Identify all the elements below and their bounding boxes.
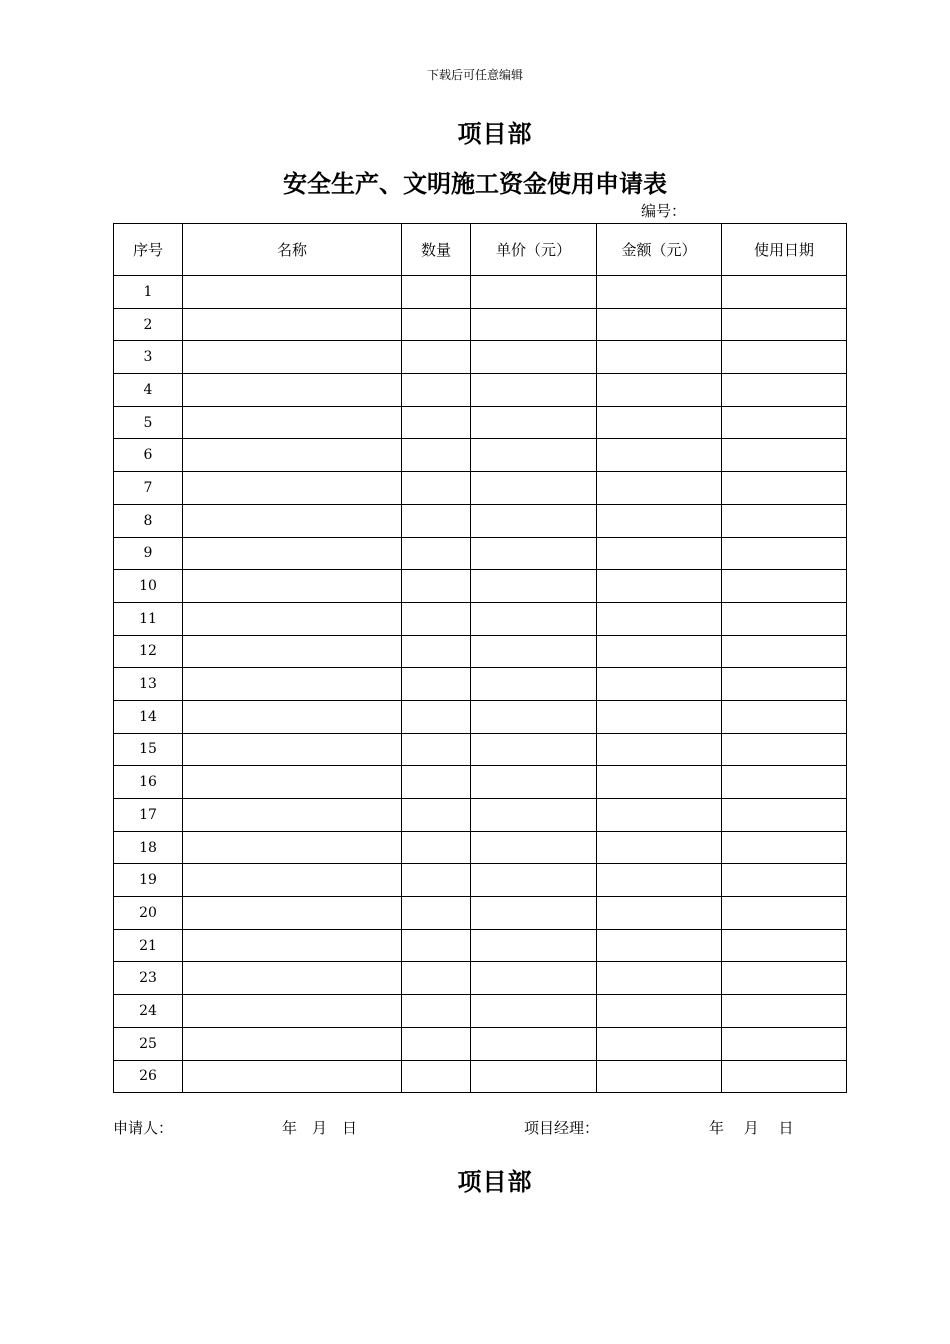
row-index-cell: 20 xyxy=(114,897,183,930)
col-header-name: 名称 xyxy=(183,224,402,276)
amount-cell[interactable] xyxy=(597,308,722,341)
quantity-cell[interactable] xyxy=(402,831,471,864)
table-row xyxy=(114,406,847,439)
table-row xyxy=(114,308,847,341)
use-date-cell[interactable] xyxy=(722,602,847,635)
row-index-cell: 11 xyxy=(114,602,183,635)
quantity-cell[interactable] xyxy=(402,439,471,472)
unit-price-cell[interactable] xyxy=(471,537,597,570)
use-date-cell[interactable] xyxy=(722,439,847,472)
unit-price-cell[interactable] xyxy=(471,472,597,505)
table-row xyxy=(114,276,847,309)
use-date-cell[interactable] xyxy=(722,276,847,309)
use-date-cell[interactable] xyxy=(722,766,847,799)
quantity-cell[interactable] xyxy=(402,504,471,537)
col-header-use-date: 使用日期 xyxy=(722,224,847,276)
name-cell[interactable] xyxy=(183,308,402,341)
table-row xyxy=(114,831,847,864)
name-cell[interactable] xyxy=(183,504,402,537)
amount-cell[interactable] xyxy=(597,962,722,995)
unit-price-cell[interactable] xyxy=(471,308,597,341)
serial-number-label: 编号： xyxy=(641,202,687,220)
row-index-cell: 26 xyxy=(114,1060,183,1093)
table-row xyxy=(114,602,847,635)
col-header-index: 序号 xyxy=(114,224,183,276)
row-index-cell: 17 xyxy=(114,799,183,832)
manager-label: 项目经理： xyxy=(524,1119,600,1137)
amount-cell[interactable] xyxy=(597,864,722,897)
table-row xyxy=(114,897,847,930)
unit-price-cell[interactable] xyxy=(471,864,597,897)
quantity-cell[interactable] xyxy=(402,929,471,962)
use-date-cell[interactable] xyxy=(722,831,847,864)
row-index-cell: 2 xyxy=(114,308,183,341)
dept-title-bottom: 项目部 xyxy=(457,1167,533,1196)
unit-price-cell[interactable] xyxy=(471,995,597,1028)
unit-price-cell[interactable] xyxy=(471,668,597,701)
amount-cell[interactable] xyxy=(597,733,722,766)
use-date-cell[interactable] xyxy=(722,1060,847,1093)
unit-price-cell[interactable] xyxy=(471,602,597,635)
manager-date: 年 月 日 xyxy=(709,1119,794,1137)
quantity-cell[interactable] xyxy=(402,635,471,668)
use-date-cell[interactable] xyxy=(722,341,847,374)
name-cell[interactable] xyxy=(183,962,402,995)
name-cell[interactable] xyxy=(183,537,402,570)
quantity-cell[interactable] xyxy=(402,1060,471,1093)
amount-cell[interactable] xyxy=(597,341,722,374)
quantity-cell[interactable] xyxy=(402,897,471,930)
unit-price-cell[interactable] xyxy=(471,831,597,864)
table-row xyxy=(114,341,847,374)
use-date-cell[interactable] xyxy=(722,406,847,439)
unit-price-cell[interactable] xyxy=(471,733,597,766)
amount-cell[interactable] xyxy=(597,897,722,930)
name-cell[interactable] xyxy=(183,602,402,635)
use-date-cell[interactable] xyxy=(722,537,847,570)
amount-cell[interactable] xyxy=(597,668,722,701)
use-date-cell[interactable] xyxy=(722,308,847,341)
unit-price-cell[interactable] xyxy=(471,406,597,439)
amount-cell[interactable] xyxy=(597,570,722,603)
quantity-cell[interactable] xyxy=(402,602,471,635)
unit-price-cell[interactable] xyxy=(471,1027,597,1060)
table-row xyxy=(114,700,847,733)
name-cell[interactable] xyxy=(183,929,402,962)
col-header-quantity: 数量 xyxy=(402,224,471,276)
table-row xyxy=(114,439,847,472)
table-row xyxy=(114,733,847,766)
row-index-cell: 21 xyxy=(114,929,183,962)
name-cell[interactable] xyxy=(183,864,402,897)
name-cell[interactable] xyxy=(183,995,402,1028)
row-index-cell: 5 xyxy=(114,406,183,439)
name-cell[interactable] xyxy=(183,472,402,505)
unit-price-cell[interactable] xyxy=(471,700,597,733)
quantity-cell[interactable] xyxy=(402,308,471,341)
row-index-cell: 10 xyxy=(114,570,183,603)
table-row xyxy=(114,799,847,832)
quantity-cell[interactable] xyxy=(402,799,471,832)
name-cell[interactable] xyxy=(183,831,402,864)
quantity-cell[interactable] xyxy=(402,1027,471,1060)
use-date-cell[interactable] xyxy=(722,374,847,407)
use-date-cell[interactable] xyxy=(722,995,847,1028)
use-date-cell[interactable] xyxy=(722,472,847,505)
quantity-cell[interactable] xyxy=(402,406,471,439)
unit-price-cell[interactable] xyxy=(471,276,597,309)
quantity-cell[interactable] xyxy=(402,472,471,505)
use-date-cell[interactable] xyxy=(722,929,847,962)
table-row xyxy=(114,766,847,799)
row-index-cell: 19 xyxy=(114,864,183,897)
form-title: 安全生产、文明施工资金使用申请表 xyxy=(283,169,667,198)
header-note: 下载后可任意编辑 xyxy=(426,68,523,82)
unit-price-cell[interactable] xyxy=(471,504,597,537)
amount-cell[interactable] xyxy=(597,537,722,570)
table-header-row xyxy=(114,224,847,276)
table-row xyxy=(114,668,847,701)
use-date-cell[interactable] xyxy=(722,733,847,766)
amount-cell[interactable] xyxy=(597,472,722,505)
table-row xyxy=(114,504,847,537)
row-index-cell: 18 xyxy=(114,831,183,864)
row-index-cell: 1 xyxy=(114,276,183,309)
amount-cell[interactable] xyxy=(597,504,722,537)
unit-price-cell[interactable] xyxy=(471,799,597,832)
amount-cell[interactable] xyxy=(597,635,722,668)
amount-cell[interactable] xyxy=(597,995,722,1028)
row-index-cell: 24 xyxy=(114,995,183,1028)
quantity-cell[interactable] xyxy=(402,537,471,570)
table-row xyxy=(114,929,847,962)
row-index-cell: 15 xyxy=(114,733,183,766)
name-cell[interactable] xyxy=(183,374,402,407)
use-date-cell[interactable] xyxy=(722,799,847,832)
table-row xyxy=(114,472,847,505)
amount-cell[interactable] xyxy=(597,1027,722,1060)
table-row xyxy=(114,864,847,897)
unit-price-cell[interactable] xyxy=(471,374,597,407)
name-cell[interactable] xyxy=(183,1027,402,1060)
amount-cell[interactable] xyxy=(597,831,722,864)
row-index-cell: 8 xyxy=(114,504,183,537)
amount-cell[interactable] xyxy=(597,929,722,962)
row-index-cell: 7 xyxy=(114,472,183,505)
quantity-cell[interactable] xyxy=(402,962,471,995)
unit-price-cell[interactable] xyxy=(471,929,597,962)
amount-cell[interactable] xyxy=(597,406,722,439)
quantity-cell[interactable] xyxy=(402,995,471,1028)
use-date-cell[interactable] xyxy=(722,1027,847,1060)
use-date-cell[interactable] xyxy=(722,864,847,897)
row-index-cell: 25 xyxy=(114,1027,183,1060)
amount-cell[interactable] xyxy=(597,602,722,635)
amount-cell[interactable] xyxy=(597,766,722,799)
quantity-cell[interactable] xyxy=(402,374,471,407)
use-date-cell[interactable] xyxy=(722,668,847,701)
use-date-cell[interactable] xyxy=(722,700,847,733)
quantity-cell[interactable] xyxy=(402,276,471,309)
row-index-cell: 6 xyxy=(114,439,183,472)
use-date-cell[interactable] xyxy=(722,635,847,668)
unit-price-cell[interactable] xyxy=(471,439,597,472)
unit-price-cell[interactable] xyxy=(471,635,597,668)
row-index-cell: 14 xyxy=(114,700,183,733)
name-cell[interactable] xyxy=(183,700,402,733)
col-header-amount: 金额（元） xyxy=(597,224,722,276)
amount-cell[interactable] xyxy=(597,700,722,733)
table-row xyxy=(114,995,847,1028)
use-date-cell[interactable] xyxy=(722,570,847,603)
name-cell[interactable] xyxy=(183,668,402,701)
table-row xyxy=(114,1060,847,1093)
name-cell[interactable] xyxy=(183,897,402,930)
unit-price-cell[interactable] xyxy=(471,897,597,930)
row-index-cell: 23 xyxy=(114,962,183,995)
applicant-date: 年 月 日 xyxy=(282,1119,358,1137)
amount-cell[interactable] xyxy=(597,374,722,407)
name-cell[interactable] xyxy=(183,733,402,766)
name-cell[interactable] xyxy=(183,406,402,439)
table-row xyxy=(114,635,847,668)
row-index-cell: 9 xyxy=(114,537,183,570)
amount-cell[interactable] xyxy=(597,276,722,309)
unit-price-cell[interactable] xyxy=(471,962,597,995)
table-body xyxy=(114,276,847,1093)
table-row xyxy=(114,962,847,995)
quantity-cell[interactable] xyxy=(402,733,471,766)
quantity-cell[interactable] xyxy=(402,700,471,733)
use-date-cell[interactable] xyxy=(722,962,847,995)
name-cell[interactable] xyxy=(183,439,402,472)
applicant-label: 申请人： xyxy=(113,1119,174,1137)
dept-title: 项目部 xyxy=(457,119,533,148)
unit-price-cell[interactable] xyxy=(471,341,597,374)
name-cell[interactable] xyxy=(183,570,402,603)
table-row xyxy=(114,537,847,570)
table-row xyxy=(114,374,847,407)
amount-cell[interactable] xyxy=(597,1060,722,1093)
use-date-cell[interactable] xyxy=(722,504,847,537)
name-cell[interactable] xyxy=(183,1060,402,1093)
row-index-cell: 13 xyxy=(114,668,183,701)
quantity-cell[interactable] xyxy=(402,766,471,799)
unit-price-cell[interactable] xyxy=(471,570,597,603)
table-row xyxy=(114,1027,847,1060)
col-header-unit-price: 单价（元） xyxy=(471,224,597,276)
unit-price-cell[interactable] xyxy=(471,766,597,799)
use-date-cell[interactable] xyxy=(722,897,847,930)
name-cell[interactable] xyxy=(183,341,402,374)
row-index-cell: 3 xyxy=(114,341,183,374)
quantity-cell[interactable] xyxy=(402,570,471,603)
unit-price-cell[interactable] xyxy=(471,1060,597,1093)
quantity-cell[interactable] xyxy=(402,864,471,897)
row-index-cell: 16 xyxy=(114,766,183,799)
name-cell[interactable] xyxy=(183,635,402,668)
amount-cell[interactable] xyxy=(597,439,722,472)
row-index-cell: 4 xyxy=(114,374,183,407)
quantity-cell[interactable] xyxy=(402,341,471,374)
table-row xyxy=(114,570,847,603)
name-cell[interactable] xyxy=(183,799,402,832)
quantity-cell[interactable] xyxy=(402,668,471,701)
fund-request-table xyxy=(113,223,847,1093)
row-index-cell: 12 xyxy=(114,635,183,668)
name-cell[interactable] xyxy=(183,276,402,309)
name-cell[interactable] xyxy=(183,766,402,799)
amount-cell[interactable] xyxy=(597,799,722,832)
